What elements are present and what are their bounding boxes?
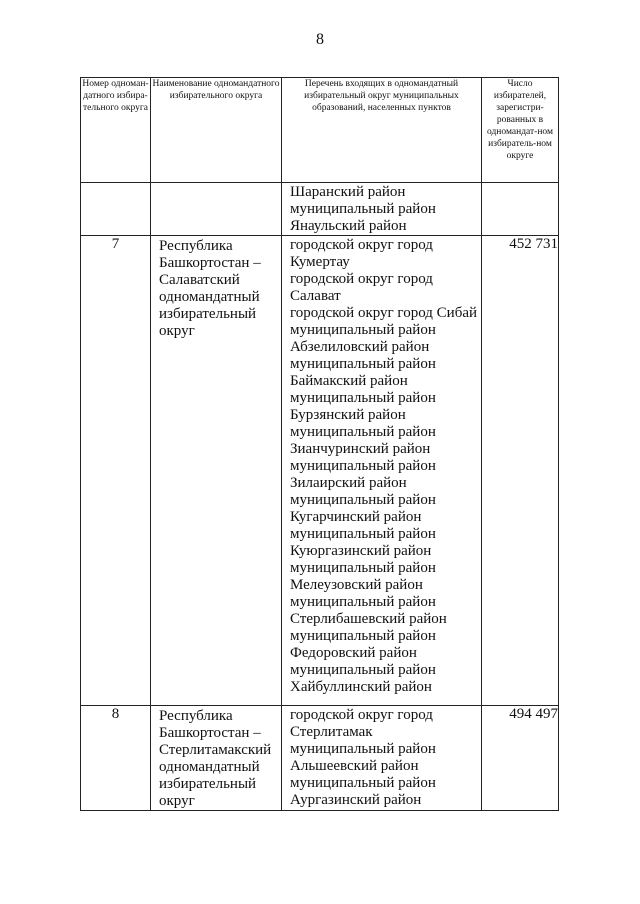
voter-count: 452 731 — [482, 236, 559, 706]
municipality-list — [282, 236, 481, 696]
district-name — [151, 706, 281, 810]
text-line: Стерлитамак — [290, 724, 373, 740]
district-name-cell — [151, 706, 282, 811]
text-line: Кумертау — [290, 254, 350, 270]
text-line: муниципальный район — [290, 322, 436, 338]
continuation-number-cell — [81, 183, 151, 236]
text-line: муниципальный район — [290, 526, 436, 542]
text-line: избирательный — [159, 306, 257, 322]
text-line: Шаранский район — [290, 184, 406, 200]
text-line: Аургазинский район — [290, 792, 422, 808]
districts-table — [80, 77, 559, 811]
district-name — [151, 236, 281, 340]
text-line: Альшеевский район — [290, 758, 419, 774]
text-line: муниципальный район — [290, 662, 436, 678]
text-line: Башкортостан – — [159, 255, 261, 271]
text-line: городской округ город Сибай — [290, 305, 478, 321]
district-number: 8 — [81, 706, 151, 811]
text-line: Абзелиловский район — [290, 339, 430, 355]
text-line: Салаватский — [159, 272, 240, 288]
text-line: муниципальный район — [290, 628, 436, 644]
text-line: муниципальный район — [290, 492, 436, 508]
text-line: муниципальный район — [290, 390, 436, 406]
municipality-list — [282, 183, 481, 235]
district-number: 7 — [81, 236, 151, 706]
text-line: Стерлибашевский район — [290, 611, 447, 627]
text-line: округ — [159, 323, 195, 339]
text-line: Янаульский район — [290, 218, 407, 234]
text-line: Зианчуринский район — [290, 441, 431, 457]
table-row-continuation — [81, 183, 559, 236]
text-line: одномандатный — [159, 759, 260, 775]
text-line: Башкортостан – — [159, 725, 261, 741]
page-number: 8 — [316, 31, 324, 48]
header-district-name: Наименование одномандатного избирательного округа — [151, 78, 282, 183]
municipality-list — [282, 706, 481, 809]
text-line: Хайбуллинский район — [290, 679, 432, 695]
text-line: муниципальный район — [290, 594, 436, 610]
header-voter-count: Число избирателей, зарегистри-рованных в одномандат-ном избиратель-ном округе — [482, 78, 559, 183]
text-line: Куюргазинский район — [290, 543, 432, 559]
voter-count: 494 497 — [482, 706, 559, 811]
text-line: Мелеузовский район — [290, 577, 423, 593]
text-line: округ — [159, 793, 195, 809]
header-row — [81, 78, 559, 183]
text-line: Баймакский район — [290, 373, 408, 389]
text-line: Кугарчинский район — [290, 509, 422, 525]
text-line: Республика — [159, 708, 233, 724]
text-line: Республика — [159, 238, 233, 254]
header-municipalities: Перечень входящих в одномандатный избирательный округ муниципальных образований, населенных пунктов — [282, 78, 482, 183]
district-name-cell — [151, 236, 282, 706]
text-line: муниципальный район — [290, 356, 436, 372]
text-line: муниципальный район — [290, 741, 436, 757]
text-line: муниципальный район — [290, 458, 436, 474]
table-row-district-7 — [81, 236, 559, 706]
text-line: одномандатный — [159, 289, 260, 305]
text-line: муниципальный район — [290, 560, 436, 576]
continuation-name-cell — [151, 183, 282, 236]
header-district-number: Номер одноман-датного избира-тельного округа — [81, 78, 151, 183]
text-line: Зилаирский район — [290, 475, 407, 491]
text-line: Стерлитамакский — [159, 742, 272, 758]
text-line: Салават — [290, 288, 341, 304]
district-municipalities-cell — [282, 236, 482, 706]
text-line: муниципальный район — [290, 775, 436, 791]
text-line: городской округ город — [290, 271, 433, 287]
text-line: Федоровский район — [290, 645, 417, 661]
text-line: городской округ город — [290, 707, 433, 723]
text-line: избирательный — [159, 776, 257, 792]
text-line: муниципальный район — [290, 424, 436, 440]
district-municipalities-cell — [282, 706, 482, 811]
text-line: муниципальный район — [290, 201, 436, 217]
continuation-voters-cell — [482, 183, 559, 236]
table-row-district-8 — [81, 706, 559, 811]
continuation-list-cell — [282, 183, 482, 236]
text-line: Бурзянский район — [290, 407, 406, 423]
text-line: городской округ город — [290, 237, 433, 253]
